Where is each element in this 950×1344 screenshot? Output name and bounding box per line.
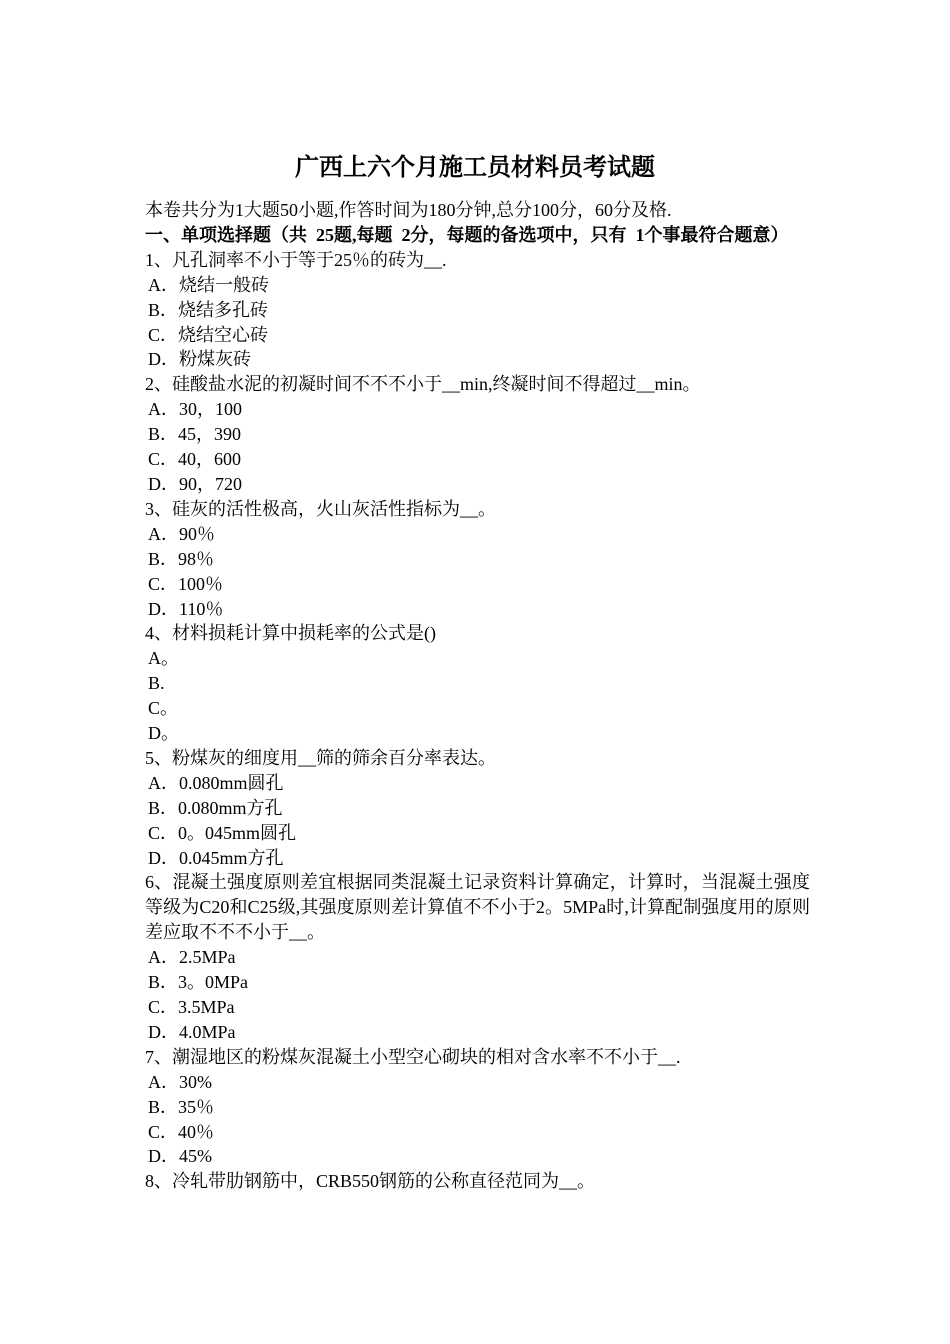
- option-b: B．3。0MPa: [148, 972, 249, 993]
- question-text: 3、硅灰的活性极高，火山灰活性指标为__。: [145, 498, 496, 519]
- option-b: B．35％: [148, 1096, 215, 1117]
- exam-intro: 本卷共分为1大题50小题,作答时间为180分钟,总分100分，60分及格.: [145, 200, 672, 220]
- option-d: D．粉煤灰砖: [148, 349, 251, 370]
- option-d: D。: [148, 723, 179, 744]
- option-b: B．烧结多孔砖: [148, 299, 269, 320]
- question-2: [145, 372, 810, 497]
- option-d: D．0.045mm方孔: [148, 847, 284, 868]
- option-d: D．45%: [148, 1146, 212, 1167]
- option-c: C．0。045mm圆孔: [148, 822, 297, 843]
- question-7: [145, 1045, 810, 1170]
- question-4: [145, 621, 810, 746]
- option-a: A．烧结一般砖: [148, 274, 269, 295]
- option-c: C．3.5MPa: [148, 997, 235, 1017]
- question-3: [145, 497, 810, 622]
- option-c: C．40，600: [148, 449, 242, 470]
- option-a: A．90％: [148, 523, 215, 544]
- question-1: [145, 248, 810, 373]
- option-d: D．4.0MPa: [148, 1021, 236, 1042]
- question-5: [145, 746, 810, 871]
- option-c: C．100％: [148, 573, 224, 594]
- section-heading: 一、单项选择题（共 25题,每题 2分，每题的备选项中，只有 1个事最符合题意）: [145, 224, 789, 245]
- question-text: 5、粉煤灰的细度用__筛的筛余百分率表达。: [145, 747, 496, 768]
- option-b: B.: [148, 673, 165, 694]
- option-a: A．30，100: [148, 399, 242, 420]
- option-a: A。: [148, 648, 179, 669]
- question-6: [145, 870, 810, 1044]
- question-text: 2、硅酸盐水泥的初凝时间不不不小于__min,终凝时间不得超过__min。: [145, 374, 701, 395]
- option-c: C。: [148, 698, 179, 719]
- question-8: [145, 1169, 810, 1194]
- option-d: D．110％: [148, 598, 224, 619]
- option-a: A．30%: [148, 1071, 212, 1092]
- option-d: D．90，720: [148, 473, 242, 494]
- document-title: 广西上六个月施工员材料员考试题: [295, 155, 655, 181]
- question-text: 7、潮湿地区的粉煤灰混凝土小型空心砌块的相对含水率不不小于__.: [145, 1046, 681, 1067]
- option-a: A．0.080mm圆孔: [148, 772, 284, 793]
- option-b: B．0.080mm方孔: [148, 797, 283, 818]
- question-text: 4、材料损耗计算中损耗率的公式是(): [145, 623, 436, 644]
- question-text: 1、凡孔洞率不小于等于25％的砖为__.: [145, 249, 447, 270]
- question-text: 8、冷轧带肋钢筋中，CRB550钢筋的公称直径范同为__。: [145, 1171, 596, 1192]
- option-a: A．2.5MPa: [148, 947, 236, 968]
- document-body: [145, 198, 810, 1194]
- option-b: B．45，390: [148, 424, 242, 445]
- option-c: C．烧结空心砖: [148, 324, 269, 345]
- question-text: 6、混凝土强度原则差宜根据同类混凝土记录资料计算确定，计算时，当混凝土强度等级为C20和C25级,其强度原则差计算值不不小于2。5MPa时,计算配制强度用的原则差应取不不不小于__。: [145, 872, 810, 943]
- option-b: B．98％: [148, 548, 215, 569]
- option-c: C．40％: [148, 1121, 215, 1142]
